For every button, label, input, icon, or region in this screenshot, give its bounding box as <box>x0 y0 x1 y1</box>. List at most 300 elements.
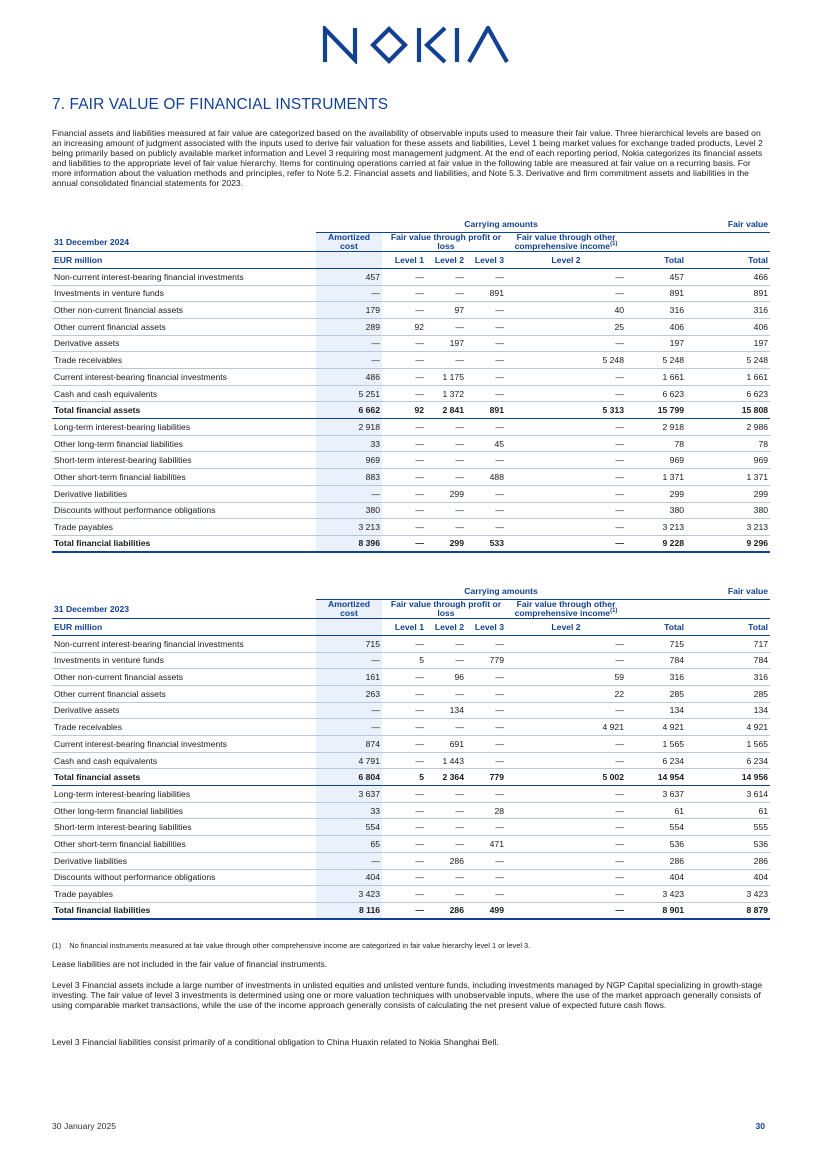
level1-cell: — <box>382 852 426 869</box>
level3-liabilities-paragraph: Level 3 Financial liabilities consist primarily of a conditional obligation to China Huaxin related to Nokia Shanghai Bell. <box>52 1037 499 1047</box>
total-cell: 969 <box>626 452 686 469</box>
total-cell: 784 <box>626 652 686 669</box>
table-date-label: 31 December 2024 <box>54 236 130 247</box>
row-label: Other non-current financial assets <box>52 669 316 686</box>
level3-cell: — <box>466 886 506 903</box>
row-label: Trade receivables <box>52 719 316 736</box>
level2-cell: 286 <box>426 902 466 919</box>
level1-cell: — <box>382 535 426 552</box>
level2-cell: — <box>426 435 466 452</box>
amortized-cost-cell: 5 251 <box>316 385 382 402</box>
level2-oci-cell: — <box>506 502 626 519</box>
level2-oci-cell: — <box>506 786 626 803</box>
level2-cell: 1 443 <box>426 752 466 769</box>
table-row <box>52 652 770 669</box>
level1-cell: — <box>382 752 426 769</box>
nokia-logo <box>321 26 511 64</box>
level3-cell: — <box>466 352 506 369</box>
total-cell: 1 371 <box>626 469 686 486</box>
level1-cell: — <box>382 419 426 436</box>
amortized-cost-cell: — <box>316 285 382 302</box>
level3-header: Level 3 <box>466 252 506 269</box>
amortized-cost-cell: 8 396 <box>316 535 382 552</box>
table-total-row <box>52 769 770 786</box>
row-label: Non-current interest-bearing financial investments <box>52 635 316 652</box>
level2-cell: — <box>426 786 466 803</box>
table-row <box>52 385 770 402</box>
level3-cell: 891 <box>466 285 506 302</box>
fair-value-cell: 9 296 <box>686 535 770 552</box>
fair-value-cell: 316 <box>686 669 770 686</box>
level2-cell: — <box>426 652 466 669</box>
row-label: Derivative liabilities <box>52 852 316 869</box>
row-label: Other short-term financial liabilities <box>52 836 316 853</box>
total-cell: 15 799 <box>626 402 686 419</box>
fair-value-cell: 286 <box>686 852 770 869</box>
table-row <box>52 836 770 853</box>
level2-oci-cell: — <box>506 752 626 769</box>
level2-cell: — <box>426 886 466 903</box>
level2-cell: — <box>426 502 466 519</box>
level3-cell: — <box>466 719 506 736</box>
table-row <box>52 736 770 753</box>
total-cell: 197 <box>626 335 686 352</box>
level2-oci-cell: 25 <box>506 318 626 335</box>
row-label: Other current financial assets <box>52 685 316 702</box>
level1-header: Level 1 <box>382 252 426 269</box>
total-cell: 3 423 <box>626 886 686 903</box>
level3-cell: — <box>466 669 506 686</box>
total-cell: 8 901 <box>626 902 686 919</box>
row-label: Derivative assets <box>52 335 316 352</box>
amortized-cost-cell: 8 116 <box>316 902 382 919</box>
level1-cell: — <box>382 369 426 386</box>
level2-cell: — <box>426 519 466 536</box>
fair-value-cell: 404 <box>686 869 770 886</box>
level2-cell: — <box>426 635 466 652</box>
amortized-cost-cell: 179 <box>316 302 382 319</box>
total-cell: 5 248 <box>626 352 686 369</box>
fair-value-cell: 536 <box>686 836 770 853</box>
level1-header: Level 1 <box>382 619 426 636</box>
total-cell: 715 <box>626 635 686 652</box>
total-cell: 316 <box>626 669 686 686</box>
total-cell: 316 <box>626 302 686 319</box>
level2-oci-cell: — <box>506 452 626 469</box>
level1-cell: — <box>382 502 426 519</box>
table-body-2024 <box>52 268 770 552</box>
level3-cell: — <box>466 485 506 502</box>
level2-header: Level 2 <box>426 252 466 269</box>
level2-cell: — <box>426 836 466 853</box>
amortized-cost-cell: 263 <box>316 685 382 702</box>
level2-oci-cell: 40 <box>506 302 626 319</box>
total-cell: 61 <box>626 802 686 819</box>
fair-value-cell: 4 921 <box>686 719 770 736</box>
total-cell: 554 <box>626 819 686 836</box>
section-title: 7. FAIR VALUE OF FINANCIAL INSTRUMENTS <box>52 96 389 113</box>
total-cell: 9 228 <box>626 535 686 552</box>
level1-cell: — <box>382 685 426 702</box>
page-number: 30 <box>755 1121 765 1131</box>
fair-value-cell: 78 <box>686 435 770 452</box>
total-cell: 78 <box>626 435 686 452</box>
level2-oci-cell: — <box>506 469 626 486</box>
level2-cell: 2 364 <box>426 769 466 786</box>
amortized-cost-cell: 161 <box>316 669 382 686</box>
total-cell: 285 <box>626 685 686 702</box>
level3-cell: — <box>466 786 506 803</box>
row-label: Cash and cash equivalents <box>52 752 316 769</box>
table-row <box>52 752 770 769</box>
level3-header: Level 3 <box>466 619 506 636</box>
intro-paragraph: Financial assets and liabilities measured at fair value are categorized based on the availability of observable inputs used to measure their fair value. Three hierarchical levels are based on an increasing amount of judgment associated with the inputs used to derive fair valuation for these assets and liabilities, Level 1 being market values for exchange traded products, Level 2 being primarily based on publicly available market information and Level 3 requiring most management judgment. At the end of each reporting period, Nokia categorizes its financial assets and liabilities to the appropriate level of fair value hierarchy. Items for continuing operations carried at fair value in the following table are measured at fair value on a recurring basis. For more information about the valuation methods and principles, refer to Note 5.2. Financial assets and liabilities, and Note 5.3. Derivative and firm commitment assets and liabilities in the annual consolidated financial statements for 2023. <box>52 128 763 189</box>
level3-cell: — <box>466 635 506 652</box>
level1-cell: — <box>382 886 426 903</box>
row-label: Total financial assets <box>52 769 316 786</box>
level2-oci-cell: — <box>506 435 626 452</box>
level3-cell: 488 <box>466 469 506 486</box>
fair-value-table-2023 <box>52 583 770 920</box>
level2-oci-cell: — <box>506 369 626 386</box>
row-label: Cash and cash equivalents <box>52 385 316 402</box>
total-cell: 3 637 <box>626 786 686 803</box>
fair-value-table-2024 <box>52 216 770 553</box>
level2-oci-cell: — <box>506 736 626 753</box>
level2-oci-cell: — <box>506 886 626 903</box>
row-label: Other long-term financial liabilities <box>52 802 316 819</box>
level2-cell: — <box>426 719 466 736</box>
level2-cell: 299 <box>426 535 466 552</box>
total-cell: 536 <box>626 836 686 853</box>
level2-oci-cell: — <box>506 852 626 869</box>
total-cell: 299 <box>626 485 686 502</box>
eur-million-label: EUR million <box>52 619 316 636</box>
amortized-cost-cell: 404 <box>316 869 382 886</box>
level2-oci-cell: 22 <box>506 685 626 702</box>
row-label: Total financial assets <box>52 402 316 419</box>
level2-oci-cell: — <box>506 335 626 352</box>
row-label: Long-term interest-bearing liabilities <box>52 419 316 436</box>
level1-cell: — <box>382 719 426 736</box>
level3-cell: 45 <box>466 435 506 452</box>
amortized-cost-cell: 486 <box>316 369 382 386</box>
amortized-cost-cell: 457 <box>316 268 382 285</box>
footnote-mark: (1) <box>52 941 62 950</box>
amortized-cost-cell: 289 <box>316 318 382 335</box>
level3-cell: 471 <box>466 836 506 853</box>
total-header: Total <box>626 619 686 636</box>
level2-cell: — <box>426 419 466 436</box>
row-label: Long-term interest-bearing liabilities <box>52 786 316 803</box>
row-label: Derivative liabilities <box>52 485 316 502</box>
level3-cell: 499 <box>466 902 506 919</box>
total-cell: 1 565 <box>626 736 686 753</box>
level1-cell: 92 <box>382 318 426 335</box>
level1-cell: — <box>382 736 426 753</box>
level1-cell: — <box>382 435 426 452</box>
level2-oci-cell: — <box>506 419 626 436</box>
fvoci-header: Fair value through other comprehensive income$^{(1)}$ <box>514 232 618 252</box>
fair-value-cell: 380 <box>686 502 770 519</box>
fair-value-cell: 14 956 <box>686 769 770 786</box>
level1-cell: — <box>382 285 426 302</box>
fair-value-cell: 784 <box>686 652 770 669</box>
fair-value-cell: 1 565 <box>686 736 770 753</box>
level1-cell: — <box>382 452 426 469</box>
footer-date: 30 January 2025 <box>52 1121 117 1131</box>
level2-cell: 134 <box>426 702 466 719</box>
total-cell: 14 954 <box>626 769 686 786</box>
amortized-cost-cell: — <box>316 485 382 502</box>
level3-cell: — <box>466 736 506 753</box>
level2-oci-header: Level 2 <box>506 619 626 636</box>
total-cell: 404 <box>626 869 686 886</box>
level2-oci-cell: — <box>506 836 626 853</box>
row-label: Other non-current financial assets <box>52 302 316 319</box>
row-label: Other long-term financial liabilities <box>52 435 316 452</box>
level1-cell: — <box>382 635 426 652</box>
level2-oci-cell: 59 <box>506 669 626 686</box>
row-label: Trade payables <box>52 519 316 536</box>
table-row <box>52 786 770 803</box>
table-row <box>52 819 770 836</box>
amortized-cost-header: Amortized cost <box>316 600 382 619</box>
level1-cell: — <box>382 352 426 369</box>
total-header: Total <box>626 252 686 269</box>
level1-cell: 92 <box>382 402 426 419</box>
row-label: Current interest-bearing financial investments <box>52 736 316 753</box>
row-label: Other current financial assets <box>52 318 316 335</box>
footnote <box>52 941 530 950</box>
level1-cell: — <box>382 335 426 352</box>
level1-cell: — <box>382 268 426 285</box>
row-label: Non-current interest-bearing financial investments <box>52 268 316 285</box>
level2-cell: — <box>426 352 466 369</box>
level3-cell: 891 <box>466 402 506 419</box>
level3-cell: — <box>466 852 506 869</box>
fair-value-cell: 1 661 <box>686 369 770 386</box>
table-row <box>52 685 770 702</box>
fvtpl-header: Fair value through profit or loss <box>390 599 502 619</box>
row-label: Investments in venture funds <box>52 652 316 669</box>
level2-cell: — <box>426 452 466 469</box>
level1-cell: — <box>382 385 426 402</box>
level3-cell: — <box>466 419 506 436</box>
level2-cell: 197 <box>426 335 466 352</box>
level3-cell: 779 <box>466 652 506 669</box>
level3-cell: 28 <box>466 802 506 819</box>
level2-oci-cell: — <box>506 385 626 402</box>
level2-oci-cell: — <box>506 535 626 552</box>
fair-value-cell: 15 808 <box>686 402 770 419</box>
level3-cell: — <box>466 819 506 836</box>
level2-oci-cell: — <box>506 285 626 302</box>
level1-cell: — <box>382 519 426 536</box>
level3-cell: — <box>466 685 506 702</box>
amortized-cost-cell: — <box>316 719 382 736</box>
carrying-amounts-header: Carrying amounts <box>316 583 686 600</box>
table-row <box>52 419 770 436</box>
total-cell: 406 <box>626 318 686 335</box>
level3-cell: — <box>466 752 506 769</box>
total-cell: 1 661 <box>626 369 686 386</box>
total-cell: 134 <box>626 702 686 719</box>
level2-oci-cell: 5 248 <box>506 352 626 369</box>
amortized-cost-cell: 3 213 <box>316 519 382 536</box>
total-cell: 4 921 <box>626 719 686 736</box>
table-row <box>52 519 770 536</box>
table-row <box>52 869 770 886</box>
level1-cell: — <box>382 702 426 719</box>
level3-cell: — <box>466 369 506 386</box>
level2-oci-cell: 4 921 <box>506 719 626 736</box>
level3-cell: — <box>466 502 506 519</box>
table-total-row <box>52 402 770 419</box>
fair-value-header: Fair value <box>686 216 770 233</box>
fair-value-cell: 1 371 <box>686 469 770 486</box>
level2-oci-cell: — <box>506 519 626 536</box>
level3-cell: — <box>466 335 506 352</box>
table-body-2023 <box>52 635 770 919</box>
table-total-row <box>52 535 770 552</box>
level2-oci-cell: — <box>506 869 626 886</box>
level1-cell: 5 <box>382 769 426 786</box>
total-cell: 3 213 <box>626 519 686 536</box>
fair-value-cell: 555 <box>686 819 770 836</box>
total-fv-header: Total <box>686 619 770 636</box>
level2-oci-header: Level 2 <box>506 252 626 269</box>
row-label: Other short-term financial liabilities <box>52 469 316 486</box>
table-row <box>52 635 770 652</box>
table-row <box>52 285 770 302</box>
fair-value-cell: 316 <box>686 302 770 319</box>
table-row <box>52 318 770 335</box>
fair-value-cell: 197 <box>686 335 770 352</box>
lease-paragraph: Lease liabilities are not included in the fair value of financial instruments. <box>52 959 328 969</box>
level2-cell: 691 <box>426 736 466 753</box>
amortized-cost-cell: 380 <box>316 502 382 519</box>
level2-cell: — <box>426 318 466 335</box>
carrying-amounts-header: Carrying amounts <box>316 216 686 233</box>
level3-cell: — <box>466 302 506 319</box>
fair-value-cell: 8 879 <box>686 902 770 919</box>
table-row <box>52 886 770 903</box>
total-cell: 891 <box>626 285 686 302</box>
table-row <box>52 435 770 452</box>
amortized-cost-cell: 3 637 <box>316 786 382 803</box>
level1-cell: — <box>382 469 426 486</box>
table-row <box>52 852 770 869</box>
amortized-cost-cell: — <box>316 335 382 352</box>
level1-cell: — <box>382 869 426 886</box>
level3-cell: — <box>466 519 506 536</box>
footnote-text: No financial instruments measured at fair value through other comprehensive income are categorized in fair value hierarchy level 1 or level 3. <box>69 941 531 950</box>
level2-cell: 1 372 <box>426 385 466 402</box>
table-row <box>52 802 770 819</box>
row-label: Total financial liabilities <box>52 535 316 552</box>
fair-value-cell: 891 <box>686 285 770 302</box>
fair-value-header: Fair value <box>686 583 770 600</box>
level3-cell: 779 <box>466 769 506 786</box>
table-row <box>52 352 770 369</box>
table-row <box>52 502 770 519</box>
fair-value-cell: 406 <box>686 318 770 335</box>
level2-cell: — <box>426 268 466 285</box>
level3-cell: 533 <box>466 535 506 552</box>
level1-cell: — <box>382 802 426 819</box>
fair-value-cell: 299 <box>686 485 770 502</box>
row-label: Trade payables <box>52 886 316 903</box>
level2-cell: — <box>426 819 466 836</box>
table-row <box>52 268 770 285</box>
level1-cell: — <box>382 902 426 919</box>
total-cell: 2 918 <box>626 419 686 436</box>
fair-value-cell: 285 <box>686 685 770 702</box>
fair-value-cell: 6 623 <box>686 385 770 402</box>
fair-value-cell: 969 <box>686 452 770 469</box>
total-cell: 457 <box>626 268 686 285</box>
table-row <box>52 335 770 352</box>
level2-cell: — <box>426 285 466 302</box>
amortized-cost-cell: 6 804 <box>316 769 382 786</box>
level3-assets-paragraph: Level 3 Financial assets include a large number of investments in unlisted equities and unlisted venture funds, including investments managed by NGP Capital specializing in growth-stage investing. The fair value of level 3 investments is determined using one or more valuation techniques with unobservable inputs, where the use of the market approach generally consists of using comparable market transactions, while the use of the income approach generally consists of calculating the net present value of expected future cash flows. <box>52 980 763 1011</box>
fair-value-cell: 3 213 <box>686 519 770 536</box>
table-row <box>52 369 770 386</box>
level1-cell: 5 <box>382 652 426 669</box>
total-fv-header: Total <box>686 252 770 269</box>
table-total-row <box>52 902 770 919</box>
level3-cell: — <box>466 702 506 719</box>
level2-cell: 299 <box>426 485 466 502</box>
fair-value-cell: 134 <box>686 702 770 719</box>
amortized-cost-cell: 6 662 <box>316 402 382 419</box>
level3-cell: — <box>466 385 506 402</box>
level1-cell: — <box>382 819 426 836</box>
amortized-cost-cell: 33 <box>316 435 382 452</box>
level2-cell: 286 <box>426 852 466 869</box>
fair-value-cell: 3 614 <box>686 786 770 803</box>
table-row <box>52 669 770 686</box>
level2-oci-cell: — <box>506 268 626 285</box>
amortized-cost-cell: 874 <box>316 736 382 753</box>
table-row <box>52 485 770 502</box>
level2-oci-cell: — <box>506 802 626 819</box>
fair-value-cell: 466 <box>686 268 770 285</box>
amortized-cost-cell: 715 <box>316 635 382 652</box>
level2-cell: 2 841 <box>426 402 466 419</box>
amortized-cost-cell: — <box>316 652 382 669</box>
row-label: Trade receivables <box>52 352 316 369</box>
fair-value-cell: 3 423 <box>686 886 770 903</box>
table-row <box>52 469 770 486</box>
total-cell: 6 234 <box>626 752 686 769</box>
amortized-cost-header: Amortized cost <box>316 233 382 252</box>
amortized-cost-cell: 554 <box>316 819 382 836</box>
amortized-cost-cell: — <box>316 352 382 369</box>
level2-oci-cell: — <box>506 485 626 502</box>
amortized-cost-cell: 883 <box>316 469 382 486</box>
level2-oci-cell: — <box>506 652 626 669</box>
level1-cell: — <box>382 669 426 686</box>
level2-cell: 97 <box>426 302 466 319</box>
fair-value-cell: 2 986 <box>686 419 770 436</box>
table-row <box>52 302 770 319</box>
fair-value-cell: 6 234 <box>686 752 770 769</box>
level2-cell: — <box>426 869 466 886</box>
level1-cell: — <box>382 302 426 319</box>
level1-cell: — <box>382 485 426 502</box>
